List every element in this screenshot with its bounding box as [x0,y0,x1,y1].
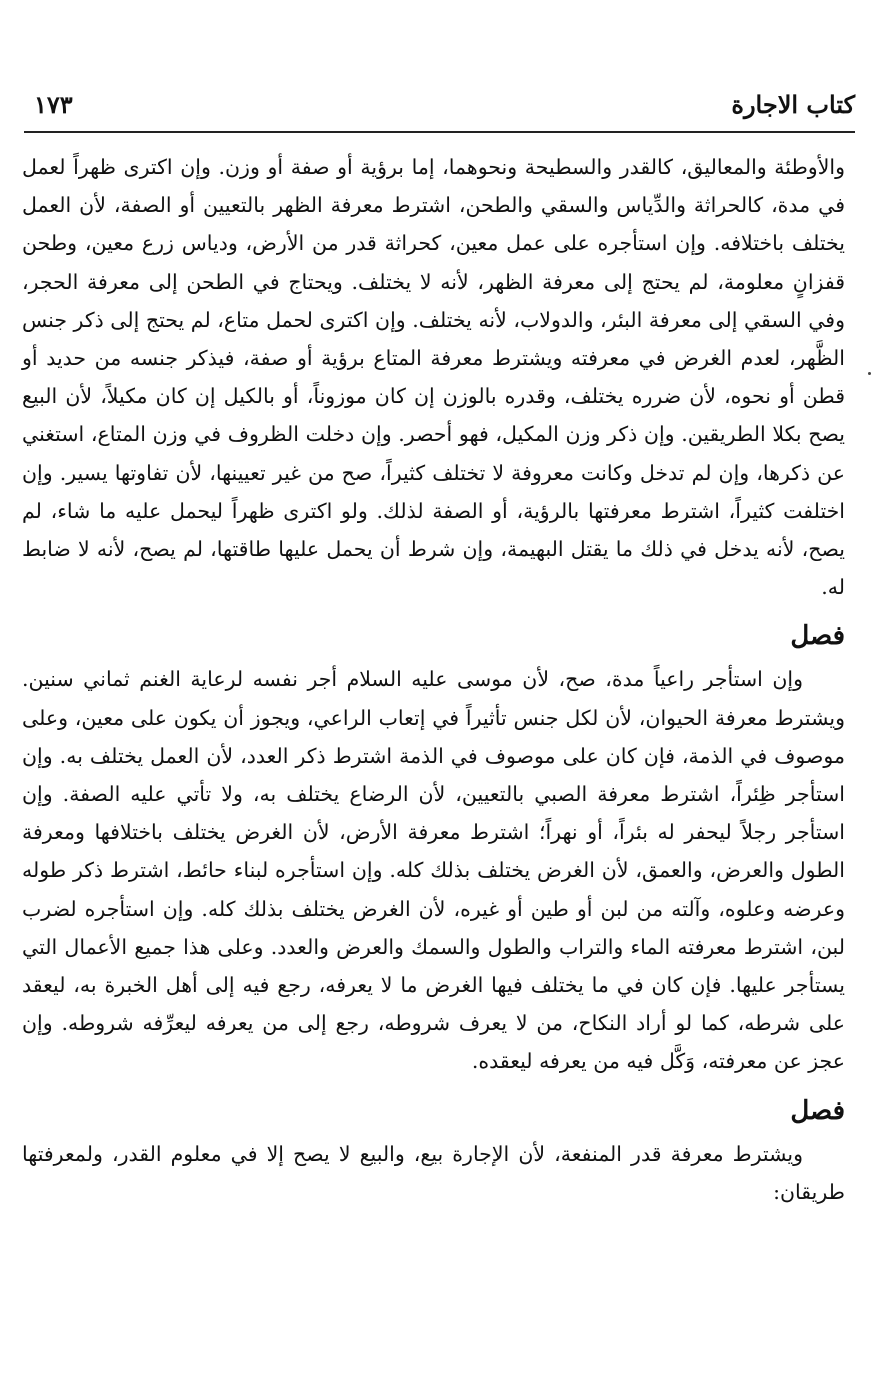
body-text [22,148,845,1211]
section-heading: فصل [790,1095,845,1126]
paragraph: ويشترط معرفة قدر المنفعة، لأن الإجارة بيع، والبيع لا يصح إلا في معلوم القدر، ولمعرفتها طريقان: [22,1141,845,1204]
header-rule [24,131,855,133]
margin-dot [868,372,871,375]
paragraph: والأوطئة والمعاليق، كالقدر والسطيحة ونحوهما، إما برؤية أو صفة أو وزن. وإن اكترى ظهراً لعمل في مدة، كالحراثة والدِّياس والسقي والطحن، اشترط معرفة الظهر بالتعيين أو الصفة، لأن العمل يختلف باختلافه. وإن استأجره على عمل معين، كحراثة قدر من الأرض، ودياس زرع معين، وطحن قفزانٍ معلومة، لم يحتج إلى معرفة الظهر، لأنه لا يختلف. ويحتاج في الطحن إلى معرفة الحجر، وفي السقي إلى معرفة البئر، والدولاب، لأنه يختلف. وإن اكترى لحمل متاع، لم يحتج إلى ذكر جنس الظَّهر، لعدم الغرض في معرفته ويشترط معرفة المتاع برؤية أو صفة، فيذكر جنسه من حديد أو قطن أو نحوه، لأن ضرره يختلف، وقدره بالوزن إن كان موزوناً، أو بالكيل إن كان مكيلاً، لأن البيع يصح بكلا الطريقين. وإن ذكر وزن المكيل، فهو أحصر. وإن دخلت الظروف في وزن المتاع، استغني عن ذكرها، وإن لم تدخل وكانت معروفة لا تختلف كثيراً، صح من غير تعيينها، لأن تفاوتها يسير. وإن اختلفت كثيراً، اشترط معرفتها بالرؤية، أو الصفة لذلك. ولو اكترى ظهراً ليحمل عليه ما شاء، لم يصح، لأنه يدخل في ذلك ما يقتل البهيمة، وإن شرط أن يحمل عليها طاقتها، لم يصح، لأنه لا ضابط له. [22,155,845,600]
page-number: ١٧٣ [34,90,73,119]
page-header [24,90,855,130]
running-title: كتاب الاجارة [731,90,855,119]
paragraph: وإن استأجر راعياً مدة، صح، لأن موسى عليه السلام أجر نفسه لرعاية الغنم ثماني سنين. ويشترط معرفة الحيوان، لأن لكل جنس تأثيراً في إتعاب الراعي، ويجوز أن يكون على معين، وعلى موصوف في الذمة، فإن كان على موصوف في الذمة اشترط ذكر العدد، لأن العمل يختلف به. وإن استأجر ظِئراً، اشترط معرفة الصبي بالتعيين، لأن الرضاع يختلف به، ولا تأتي عليه الصفة. وإن استأجر رجلاً ليحفر له بئراً، أو نهراً؛ اشترط معرفة الأرض، لأن الغرض يختلف باختلافها ومعرفة الطول والعرض، والعمق، لأن الغرض يختلف بذلك كله. وإن استأجره لبناء حائط، اشترط ذكر طوله وعرضه وعلوه، وآلته من لبن أو طين أو غيره، لأن الغرض يختلف بذلك كله. وإن استأجره لضرب لبن، اشترط معرفته الماء والتراب والطول والسمك والعرض والعدد. وعلى هذا جميع الأعمال التي يستأجر عليها. فإن كان في ما يختلف فيها الغرض ما لا يعرفه، رجع فيه إلى أهل الخبرة به، ليعقد على شرطه، كما لو أراد النكاح، من لا يعرف شروطه، رجع إلى من يعرفه ليعرِّفه شروطه. وإن عجز عن معرفته، وَكَّل فيه من يعرفه ليعقده. [22,667,845,1074]
section-heading: فصل [790,621,845,652]
